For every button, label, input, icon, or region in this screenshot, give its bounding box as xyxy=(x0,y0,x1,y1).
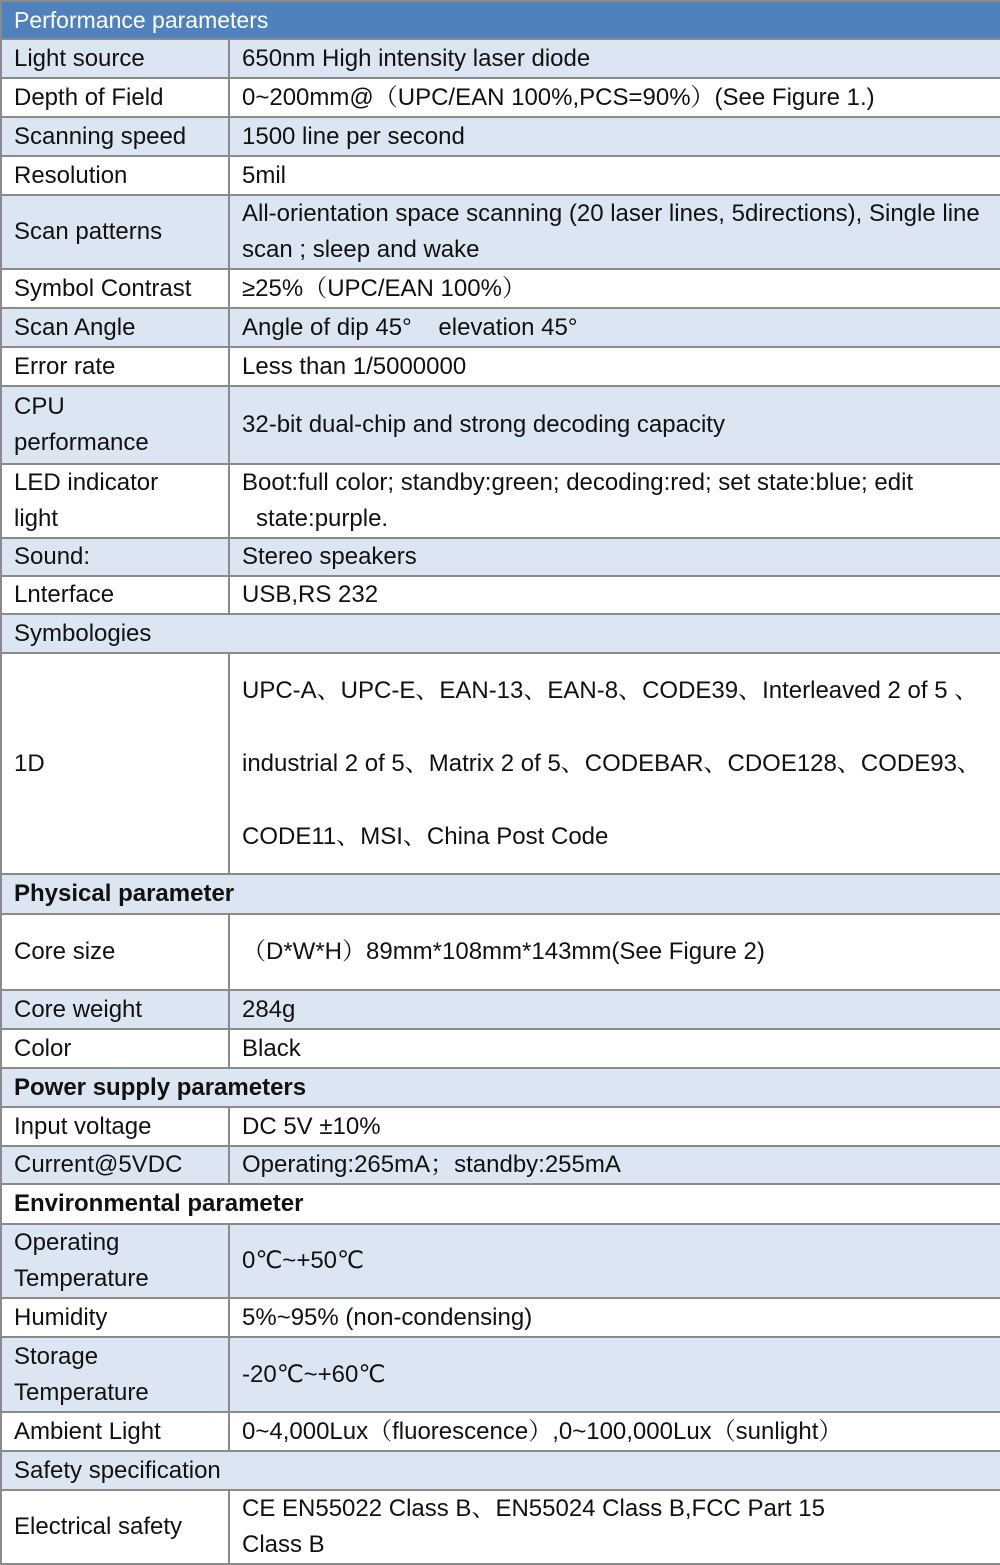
row-value: 284g xyxy=(229,990,1000,1029)
row-label: Storage Temperature xyxy=(1,1337,229,1412)
row-label: Resolution xyxy=(1,156,229,195)
row-value: Angle of dip 45° elevation 45° xyxy=(229,308,1000,347)
row-value: 650nm High intensity laser diode xyxy=(229,39,1000,78)
row-label: Operating Temperature xyxy=(1,1224,229,1298)
table-row xyxy=(1,990,1000,1029)
section-title: Performance parameters xyxy=(1,1,1000,39)
table-row xyxy=(1,1490,1000,1564)
section-header xyxy=(1,1451,1000,1490)
table-row xyxy=(1,195,1000,269)
row-value: Operating:265mA；standby:255mA xyxy=(229,1146,1000,1184)
row-value: Less than 1/5000000 xyxy=(229,347,1000,386)
row-value: 5mil xyxy=(229,156,1000,195)
row-value-line: state:purple. xyxy=(256,505,389,532)
row-value: 0~200mm@（UPC/EAN 100%,PCS=90%）(See Figure 1.) xyxy=(229,78,1000,117)
row-label: Core size xyxy=(1,914,229,990)
table-row xyxy=(1,914,1000,990)
table-row xyxy=(1,576,1000,614)
row-label: Error rate xyxy=(1,347,229,386)
table-row xyxy=(1,308,1000,347)
section-title: Power supply parameters xyxy=(1,1068,1000,1107)
table-row xyxy=(1,78,1000,117)
row-label: Humidity xyxy=(1,1298,229,1337)
row-value: 32-bit dual-chip and strong decoding capacity xyxy=(229,386,1000,464)
row-value: 5%~95% (non-condensing) xyxy=(229,1298,1000,1337)
table-row xyxy=(1,1107,1000,1146)
section-header xyxy=(1,1184,1000,1224)
table-row xyxy=(1,117,1000,156)
table-row xyxy=(1,1412,1000,1451)
table-row xyxy=(1,156,1000,195)
table-row xyxy=(1,347,1000,386)
row-label: Depth of Field xyxy=(1,78,229,117)
table-row xyxy=(1,39,1000,78)
row-value: Black xyxy=(229,1029,1000,1068)
row-value xyxy=(229,653,1000,874)
row-label: Scanning speed xyxy=(1,117,229,156)
row-label: Scan patterns xyxy=(1,195,229,269)
row-label: Scan Angle xyxy=(1,308,229,347)
row-label: Lnterface xyxy=(1,576,229,614)
row-label: Current@5VDC xyxy=(1,1146,229,1184)
row-value: DC 5V ±10% xyxy=(229,1107,1000,1146)
row-value: USB,RS 232 xyxy=(229,576,1000,614)
row-value: -20℃~+60℃ xyxy=(229,1337,1000,1412)
row-value: （D*W*H）89mm*108mm*143mm(See Figure 2) xyxy=(229,914,1000,990)
row-value xyxy=(229,464,1000,538)
section-header xyxy=(1,874,1000,914)
row-label: 1D xyxy=(1,653,229,874)
section-title: Safety specification xyxy=(1,1451,1000,1490)
row-label: Light source xyxy=(1,39,229,78)
symbology-line: industrial 2 of 5、Matrix 2 of 5、CODEBAR、CDOE128、CODE93、 xyxy=(242,750,981,777)
section-title: Symbologies xyxy=(1,614,1000,653)
table-row xyxy=(1,538,1000,576)
row-value: ≥25%（UPC/EAN 100%） xyxy=(229,269,1000,308)
table-row xyxy=(1,269,1000,308)
row-value: 0~4,000Lux（fluorescence）,0~100,000Lux（sunlight） xyxy=(229,1412,1000,1451)
row-label: Ambient Light xyxy=(1,1412,229,1451)
table-row xyxy=(1,386,1000,464)
row-value-line: Boot:full color; standby:green; decoding:red; set state:blue; edit xyxy=(242,469,914,496)
table-row xyxy=(1,1146,1000,1184)
row-label: LED indicator light xyxy=(1,464,229,538)
row-label: Color xyxy=(1,1029,229,1068)
section-title: Environmental parameter xyxy=(1,1184,1000,1224)
table-row xyxy=(1,1029,1000,1068)
row-value: All-orientation space scanning (20 laser lines, 5directions), Single line scan ; sleep and wake xyxy=(229,195,1000,269)
row-value: 0℃~+50℃ xyxy=(229,1224,1000,1298)
section-header xyxy=(1,614,1000,653)
row-label: Input voltage xyxy=(1,1107,229,1146)
row-label: Electrical safety xyxy=(1,1490,229,1564)
table-row xyxy=(1,1337,1000,1412)
section-header xyxy=(1,1,1000,39)
section-header xyxy=(1,1068,1000,1107)
row-value: 1500 line per second xyxy=(229,117,1000,156)
symbology-line: CODE11、MSI、China Post Code xyxy=(242,823,609,850)
table-row xyxy=(1,464,1000,538)
row-value: CE EN55022 Class B、EN55024 Class B,FCC Part 15 Class B xyxy=(229,1490,1000,1564)
section-title: Physical parameter xyxy=(1,874,1000,914)
table-row xyxy=(1,653,1000,874)
table-row xyxy=(1,1298,1000,1337)
table-row xyxy=(1,1224,1000,1298)
row-label: Symbol Contrast xyxy=(1,269,229,308)
row-label: Core weight xyxy=(1,990,229,1029)
symbology-line: UPC-A、UPC-E、EAN-13、EAN-8、CODE39、Interleaved 2 of 5 、 xyxy=(242,677,979,704)
row-label: Sound: xyxy=(1,538,229,576)
row-label: CPU performance xyxy=(1,386,229,464)
row-value: Stereo speakers xyxy=(229,538,1000,576)
